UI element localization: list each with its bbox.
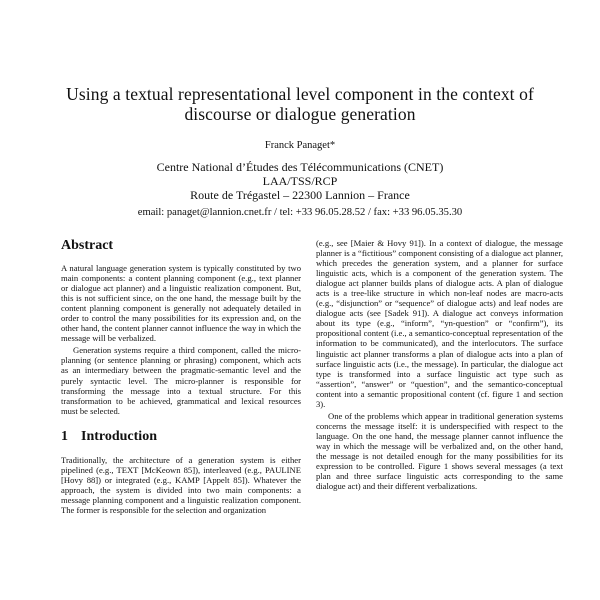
right-paragraph-2: One of the problems which appear in traditional generation systems concerns the message itself: it is underspecified with respect to the language. On the one hand, the message planner cannot influence the way in which the message will be verbalized and, on the other hand, the message is not detailed enough for the many possibilities for its expression to be controlled. Figure 1 shows several messages (a text plan and three surface linguistic acts corresponding to the same dialogue act) and their different verbalizations. [316,410,563,492]
affiliation-line-3: Route de Trégastel – 22300 Lannion – France [190,188,410,202]
section-number: 1 [61,428,68,444]
affiliation-line-1: Centre National d’Études des Télécommunications (CNET) [156,160,444,174]
title-line-1: Using a textual representational level component in the context of [66,84,534,104]
abstract-paragraph-1: A natural language generation system is typically constituted by two main components: a content planning component (e.g., text planner or dialogue act planner) and a linguistic realization component. But, this is not sufficient since, on the one hand, the message built by the content planning component is generally not adequately detailed in order to control the many possibilities for its expression and, on the other hand, the content planner cannot influence the way in which the message will be verbalized. [61,263,301,344]
section-title: Introduction [81,428,157,444]
intro-paragraph: Traditionally, the architecture of a generation system is either pipelined (e.g., TEXT [McKeown 85]), interleaved (e.g., PAULINE [Hovy 88]) or integrated (e.g., KAMP [Appelt 85]). Whatever the approach, the system is divided into two main components: a message planning component and a linguistic realization component. The former is responsible for the selection and organization [61,454,301,515]
contact-line: email: panaget@lannion.cnet.fr / tel: +33 96.05.28.52 / fax: +33 96.05.35.30 [137,207,463,218]
right-paragraph-1: (e.g., see [Maier & Hovy 91]). In a context of dialogue, the message planner is a “fictitious” component consisting of a dialogue act planner, which precedes the generation system, and a planner for surface linguistic acts, which is a component of the generation system. The dialogue act planner builds plans of dialogue acts. A plan of dialogue acts is a tree-like structure in which non-leaf nodes are macro-acts (e.g., “disjunction” or “sequence” of dialogue acts) and leaf nodes are dialogue acts (see [Sadek 91]). A dialogue act conveys information about its type (e.g., “inform”, “yn-question” or “confirm”), its propositional content (i.e., a semantico-conceptual representation of the information to be communicated), and the interlocutors. The surface linguistic act planner transforms a plan of dialogue acts into a plan of surface linguistic acts (i.e., the message). In particular, the dialogue act type is transformed into a surface linguistic act type such as “assertion”, “answer” or “question”, and the semantico-conceptual content into a semantic propositional content (cf. figure 1 and section 3). [316,238,563,409]
abstract-heading: Abstract [61,238,114,253]
affiliation [80,160,520,202]
intro-heading [61,429,301,445]
paper-title [40,84,560,124]
right-column [316,238,563,491]
title-line-2: discourse or dialogue generation [184,104,416,124]
affiliation-line-2: LAA/TSS/RCP [262,174,338,188]
author-name: Franck Panaget* [264,140,336,151]
left-column [61,238,301,515]
abstract-paragraph-2: Generation systems require a third component, called the micro-planning (or sentence planning or phrasing) component, which acts as an intermediary between the pragmatic-semantic level and the purely syntactic level. The micro-planner is responsible for transforming the message into a textual structure. For this transformation to be achieved, grammatical and lexical resources must be selected. [61,345,301,416]
